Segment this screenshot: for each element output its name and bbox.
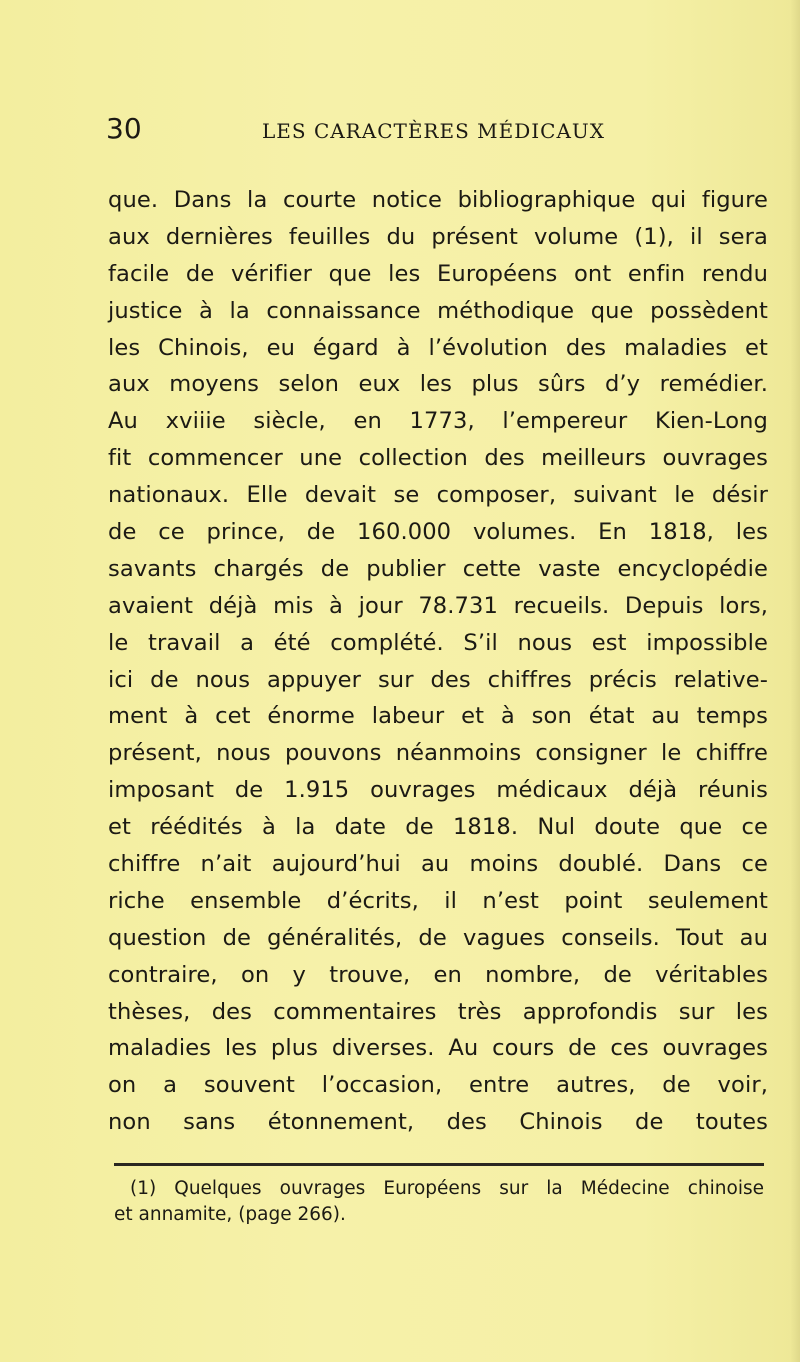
text-line: de ce prince, de 160.000 volumes. En 1818, les bbox=[108, 519, 768, 546]
text-line: et réédités à la date de 1818. Nul doute que ce bbox=[108, 814, 768, 841]
text-line: question de généralités, de vagues conseils. Tout au bbox=[108, 924, 768, 951]
text-line: ici de nous appuyer sur des chiffres précis relative- bbox=[108, 666, 768, 693]
text-line: maladies les plus diverses. Au cours de ces ouvrages bbox=[108, 1035, 768, 1062]
text-line: justice à la connaissance méthodique que possèdent bbox=[108, 297, 768, 324]
text-line: imposant de 1.915 ouvrages médicaux déjà réunis bbox=[108, 777, 768, 804]
footnote bbox=[114, 1176, 764, 1228]
text-line: ment à cet énorme labeur et à son état au temps bbox=[108, 703, 768, 730]
text-line: savants chargés de publier cette vaste encyclopédie bbox=[108, 555, 768, 582]
text-line: facile de vérifier que les Européens ont enfin rendu bbox=[108, 260, 768, 287]
text-line: aux moyens selon eux les plus sûrs d’y remédier. bbox=[108, 371, 768, 398]
running-head: LES CARACTÈRES MÉDICAUX bbox=[262, 119, 605, 143]
text-line: non sans étonnement, des Chinois de toutes bbox=[108, 1109, 768, 1136]
page-edge-shadow bbox=[790, 0, 800, 1362]
text-line: on a souvent l’occasion, entre autres, de voir, bbox=[108, 1072, 768, 1099]
text-line: les Chinois, eu égard à l’évolution des maladies et bbox=[108, 334, 768, 361]
footnote-line: (1) Quelques ouvrages Européens sur la Médecine chinoise bbox=[130, 1178, 764, 1199]
text-line: fit commencer une collection des meilleurs ouvrages bbox=[108, 445, 768, 472]
text-line: présent, nous pouvons néanmoins consigner le chiffre bbox=[108, 740, 768, 767]
text-line: contraire, on y trouve, en nombre, de véritables bbox=[108, 961, 768, 988]
text-line: Au xviiie siècle, en 1773, l’empereur Kien-Long bbox=[108, 408, 768, 435]
page-header bbox=[106, 112, 766, 152]
body-text bbox=[108, 182, 768, 1141]
text-line: avaient déjà mis à jour 78.731 recueils. Depuis lors, bbox=[108, 592, 768, 619]
text-line: riche ensemble d’écrits, il n’est point seulement bbox=[108, 887, 768, 914]
footnote-divider bbox=[114, 1163, 764, 1166]
text-line: thèses, des commentaires très approfondis sur les bbox=[108, 998, 768, 1025]
text-line: nationaux. Elle devait se composer, suivant le désir bbox=[108, 482, 768, 509]
footnote-line: et annamite, (page 266). bbox=[114, 1204, 346, 1225]
page-number: 30 bbox=[106, 112, 142, 145]
text-line: chiffre n’ait aujourd’hui au moins doublé. Dans ce bbox=[108, 851, 768, 878]
text-line: que. Dans la courte notice bibliographique qui figure bbox=[108, 187, 768, 213]
text-line: le travail a été complété. S’il nous est impossible bbox=[108, 629, 768, 656]
text-line: aux dernières feuilles du présent volume (1), il sera bbox=[108, 223, 768, 250]
